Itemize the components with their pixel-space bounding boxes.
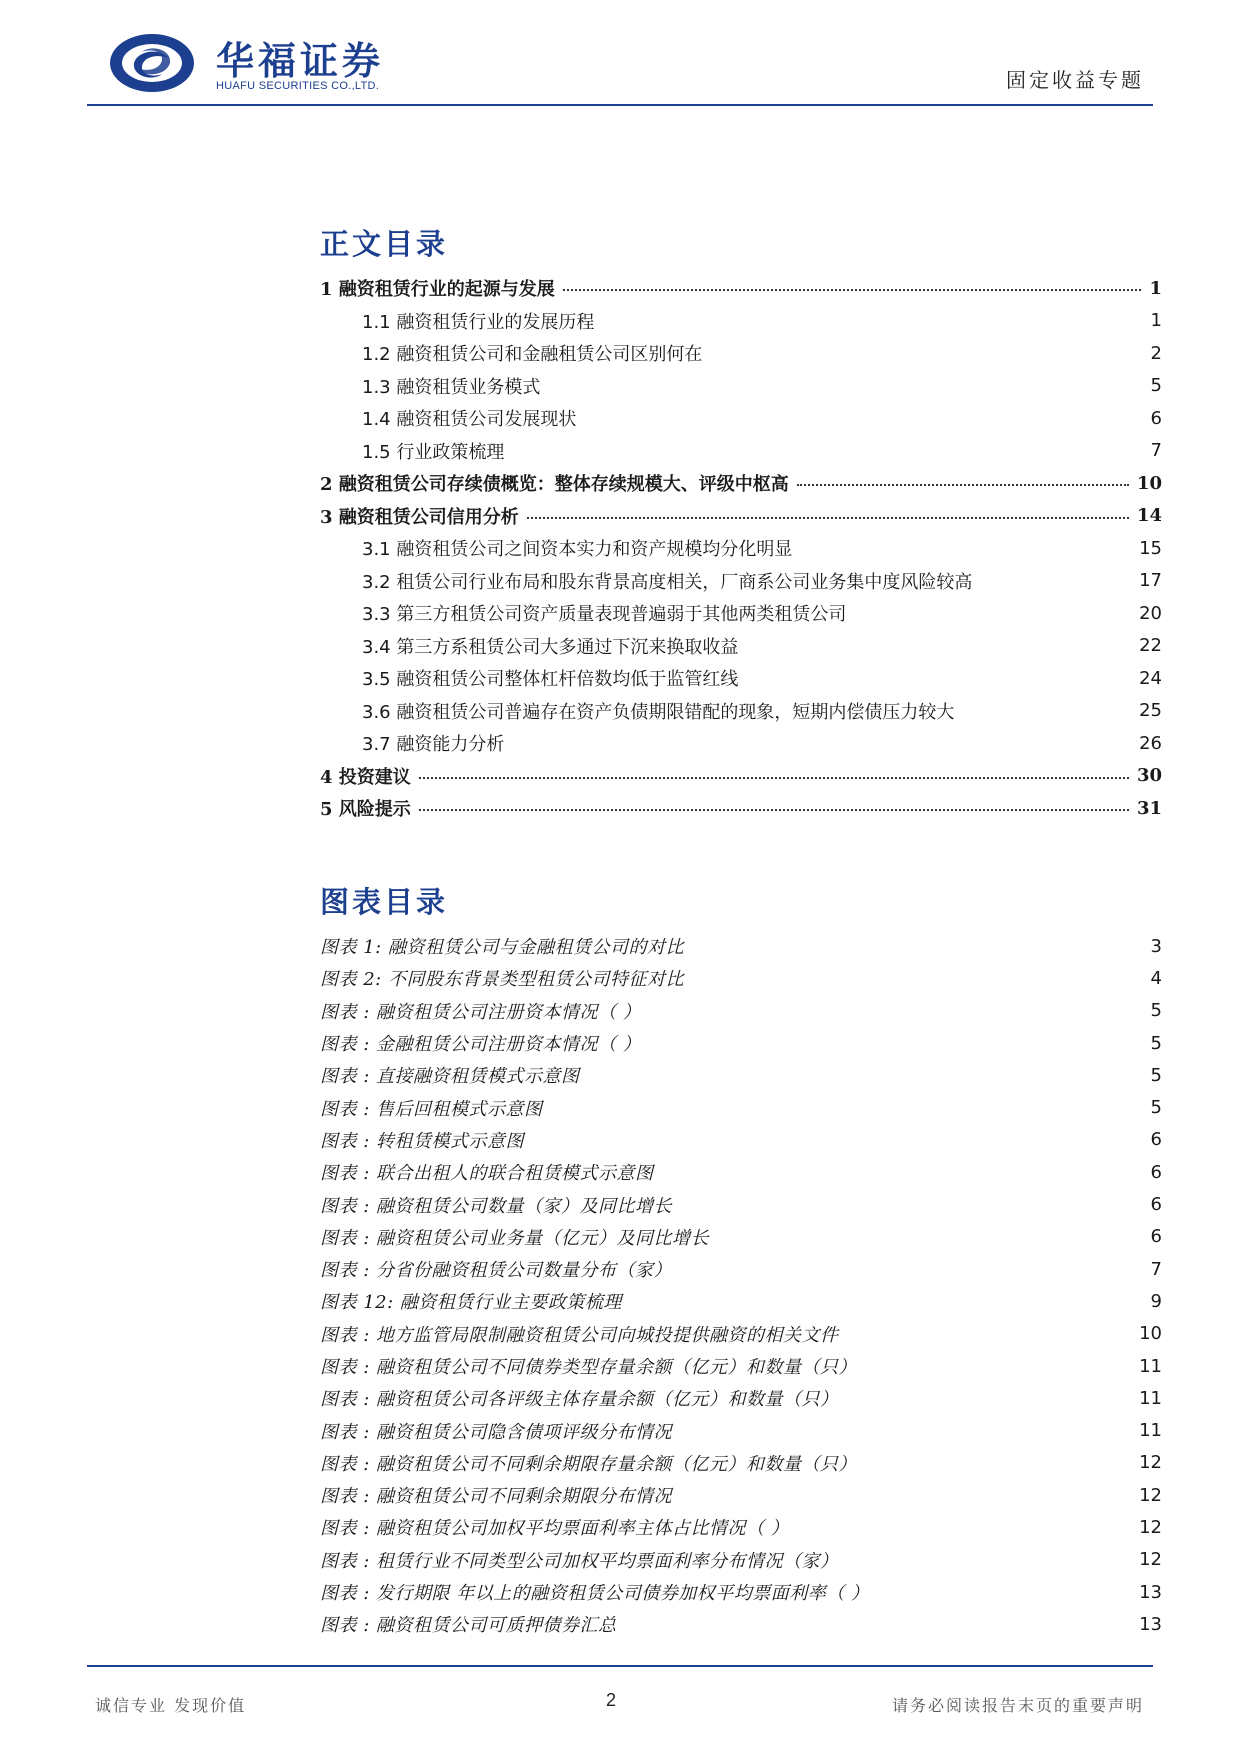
- toc-section-entry[interactable]: [320, 435, 1162, 468]
- huafu-logo-icon: [108, 32, 196, 94]
- footer-divider: [87, 1665, 1153, 1667]
- figure-entry-page: 13: [1139, 1581, 1162, 1603]
- figure-entry-title: 图表 : 融资租赁公司各评级主体存量余额（亿元）和数量（只）: [320, 1389, 839, 1411]
- figure-list-entry[interactable]: [320, 1188, 1162, 1220]
- figure-entry-page: 5: [1150, 1064, 1162, 1086]
- figure-list-entry[interactable]: [320, 1124, 1162, 1156]
- figure-entry-title: 图表 12: 融资租赁行业主要政策梳理: [320, 1292, 622, 1314]
- figure-entry-page: 7: [1150, 1258, 1162, 1280]
- toc-entry-title: 2 融资租赁公司存续债概览：整体存续规模大、评级中枢高: [320, 474, 789, 496]
- toc-entry-title: 1.4 融资租赁公司发展现状: [362, 409, 577, 431]
- toc-title: 正文目录: [320, 227, 449, 261]
- figure-entry-title: 图表 : 联合出租人的联合租赁模式示意图: [320, 1163, 654, 1185]
- toc-entry-title: 1.3 融资租赁业务模式: [362, 376, 541, 398]
- dot-leader: [419, 809, 1129, 811]
- figure-list-title: 图表目录: [320, 885, 449, 919]
- toc-entry-page: 31: [1136, 797, 1162, 819]
- toc-entry-page: 7: [1150, 440, 1162, 462]
- figure-list-entry[interactable]: [320, 962, 1162, 994]
- figure-entry-page: 6: [1150, 1226, 1162, 1248]
- figure-entry-page: 3: [1150, 935, 1162, 957]
- toc-entry-page: 14: [1136, 505, 1162, 527]
- toc-entry-page: 26: [1139, 732, 1162, 754]
- figure-entry-title: 图表 : 融资租赁公司不同剩余期限分布情况: [320, 1486, 673, 1508]
- footer-disclaimer: 请务必阅读报告末页的重要声明: [891, 1696, 1144, 1715]
- figure-entry-title: 图表 : 地方监管局限制融资租赁公司向城投提供融资的相关文件: [320, 1324, 839, 1346]
- toc-chapter-entry[interactable]: [320, 272, 1162, 305]
- figure-list-entry[interactable]: [320, 1350, 1162, 1382]
- figure-entry-page: 11: [1139, 1387, 1162, 1409]
- toc-entry-title: 1 融资租赁行业的起源与发展: [320, 279, 555, 301]
- footer-slogan: 诚信专业 发现价值: [95, 1696, 247, 1715]
- toc-entry-title: 1.2 融资租赁公司和金融租赁公司区别何在: [362, 344, 703, 366]
- toc-entry-page: 24: [1139, 667, 1162, 689]
- toc-entry-title: 3.1 融资租赁公司之间资本实力和资产规模均分化明显: [362, 539, 793, 561]
- toc-section-entry[interactable]: [320, 695, 1162, 728]
- dot-leader: [527, 517, 1129, 519]
- figure-list-entry[interactable]: [320, 1576, 1162, 1608]
- figure-entry-page: 6: [1150, 1194, 1162, 1216]
- figure-list-entry[interactable]: [320, 1059, 1162, 1091]
- figure-entry-page: 11: [1139, 1420, 1162, 1442]
- toc-entry-page: 2: [1150, 342, 1162, 364]
- figure-entry-page: 12: [1139, 1484, 1162, 1506]
- figure-entry-title: 图表 : 转租赁模式示意图: [320, 1130, 525, 1152]
- toc-section-entry[interactable]: [320, 337, 1162, 370]
- figure-entry-title: 图表 : 融资租赁公司业务量（亿元）及同比增长: [320, 1227, 710, 1249]
- figure-list-entry[interactable]: [320, 1318, 1162, 1350]
- figure-list-entry[interactable]: [320, 1156, 1162, 1188]
- toc-entry-page: 20: [1139, 602, 1162, 624]
- figure-entry-title: 图表 : 融资租赁公司数量（家）及同比增长: [320, 1195, 673, 1217]
- document-type: 固定收益专题: [1006, 68, 1144, 92]
- figure-entry-title: 图表 : 融资租赁公司可质押债券汇总: [320, 1615, 617, 1637]
- toc-entry-title: 3.7 融资能力分析: [362, 734, 505, 756]
- header-divider: [87, 104, 1153, 106]
- figure-entry-page: 11: [1139, 1355, 1162, 1377]
- logo-english-name: HUAFU SECURITIES CO.,LTD.: [216, 80, 380, 92]
- toc-section-entry[interactable]: [320, 402, 1162, 435]
- toc-chapter-entry[interactable]: [320, 760, 1162, 793]
- figure-entry-page: 5: [1150, 1000, 1162, 1022]
- figure-list: [320, 930, 1162, 1641]
- figure-list-entry[interactable]: [320, 930, 1162, 962]
- figure-entry-title: 图表 : 租赁行业不同类型公司加权平均票面利率分布情况（家）: [320, 1550, 839, 1572]
- figure-entry-page: 6: [1150, 1161, 1162, 1183]
- page-header: [0, 0, 1240, 110]
- toc-section-entry[interactable]: [320, 597, 1162, 630]
- figure-entry-title: 图表 1: 融资租赁公司与金融租赁公司的对比: [320, 937, 684, 959]
- figure-entry-page: 13: [1139, 1613, 1162, 1635]
- figure-entry-page: 12: [1139, 1516, 1162, 1538]
- figure-entry-title: 图表 : 发行期限 年以上的融资租赁公司债券加权平均票面利率（ ）: [320, 1583, 870, 1605]
- toc-chapter-entry[interactable]: [320, 467, 1162, 500]
- toc-entry-title: 3.6 融资租赁公司普遍存在资产负债期限错配的现象，短期内偿债压力较大: [362, 701, 955, 723]
- figure-entry-title: 图表 : 分省份融资租赁公司数量分布（家）: [320, 1260, 673, 1282]
- logo-chinese-name: 华福证券: [216, 38, 385, 83]
- toc-entry-title: 4 投资建议: [320, 766, 411, 788]
- figure-entry-title: 图表 2: 不同股东背景类型租赁公司特征对比: [320, 969, 684, 991]
- figure-list-entry[interactable]: [320, 1027, 1162, 1059]
- figure-entry-page: 4: [1150, 967, 1162, 989]
- toc-entry-page: 1: [1150, 310, 1162, 332]
- figure-entry-page: 6: [1150, 1129, 1162, 1151]
- toc-section-entry[interactable]: [320, 305, 1162, 338]
- figure-list-entry[interactable]: [320, 1511, 1162, 1543]
- page-number: 2: [606, 1690, 617, 1710]
- figure-list-entry[interactable]: [320, 995, 1162, 1027]
- figure-entry-page: 5: [1150, 1032, 1162, 1054]
- figure-entry-title: 图表 : 融资租赁公司注册资本情况（ ）: [320, 1001, 642, 1023]
- table-of-contents: [320, 272, 1162, 825]
- toc-entry-title: 3.4 第三方系租赁公司大多通过下沉来换取收益: [362, 636, 739, 658]
- toc-entry-page: 1: [1149, 277, 1162, 299]
- toc-entry-page: 10: [1136, 472, 1162, 494]
- figure-entry-title: 图表 : 融资租赁公司不同剩余期限存量余额（亿元）和数量（只）: [320, 1453, 858, 1475]
- figure-list-entry[interactable]: [320, 1544, 1162, 1576]
- toc-entry-page: 5: [1150, 375, 1162, 397]
- figure-entry-page: 5: [1150, 1097, 1162, 1119]
- toc-entry-page: 15: [1139, 537, 1162, 559]
- toc-entry-page: 6: [1150, 407, 1162, 429]
- toc-entry-page: 25: [1139, 700, 1162, 722]
- figure-list-entry[interactable]: [320, 1479, 1162, 1511]
- toc-section-entry[interactable]: [320, 662, 1162, 695]
- toc-chapter-entry[interactable]: [320, 500, 1162, 533]
- toc-entry-title: 1.5 行业政策梳理: [362, 441, 505, 463]
- toc-entry-page: 30: [1136, 765, 1162, 787]
- figure-entry-page: 12: [1139, 1549, 1162, 1571]
- toc-section-entry[interactable]: [320, 565, 1162, 598]
- toc-chapter-entry[interactable]: [320, 792, 1162, 825]
- toc-section-entry[interactable]: [320, 370, 1162, 403]
- figure-entry-title: 图表 : 融资租赁公司不同债券类型存量余额（亿元）和数量（只）: [320, 1357, 858, 1378]
- figure-entry-title: 图表 : 直接融资租赁模式示意图: [320, 1066, 580, 1088]
- toc-entry-title: 3.5 融资租赁公司整体杠杆倍数均低于监管红线: [362, 669, 739, 691]
- figure-list-entry[interactable]: [320, 1091, 1162, 1123]
- figure-list-entry[interactable]: [320, 1447, 1162, 1479]
- figure-list-entry[interactable]: [320, 1414, 1162, 1446]
- figure-entry-title: 图表 : 融资租赁公司加权平均票面利率主体占比情况（ ）: [320, 1518, 790, 1540]
- toc-entry-page: 17: [1139, 570, 1162, 592]
- toc-entry-title: 3 融资租赁公司信用分析: [320, 506, 519, 528]
- figure-list-entry[interactable]: [320, 1221, 1162, 1253]
- dot-leader: [419, 777, 1129, 779]
- toc-section-entry[interactable]: [320, 532, 1162, 565]
- dot-leader: [797, 484, 1129, 486]
- figure-list-entry[interactable]: [320, 1608, 1162, 1640]
- toc-section-entry[interactable]: [320, 630, 1162, 663]
- figure-entry-title: 图表 : 售后回租模式示意图: [320, 1098, 543, 1120]
- figure-list-entry[interactable]: [320, 1253, 1162, 1285]
- figure-entry-title: 图表 : 金融租赁公司注册资本情况（ ）: [320, 1034, 642, 1056]
- toc-entry-title: 3.2 租赁公司行业布局和股东背景高度相关，厂商系公司业务集中度风险较高: [362, 571, 973, 593]
- dot-leader: [563, 289, 1142, 291]
- toc-entry-page: 22: [1139, 635, 1162, 657]
- toc-section-entry[interactable]: [320, 727, 1162, 760]
- figure-entry-page: 10: [1139, 1323, 1162, 1345]
- toc-entry-title: 5 风险提示: [320, 799, 411, 821]
- figure-list-entry[interactable]: [320, 1382, 1162, 1414]
- figure-entry-title: 图表 : 融资租赁公司隐含债项评级分布情况: [320, 1421, 673, 1443]
- toc-entry-title: 1.1 融资租赁行业的发展历程: [362, 311, 595, 333]
- toc-entry-title: 3.3 第三方租赁公司资产质量表现普遍弱于其他两类租赁公司: [362, 604, 847, 626]
- figure-entry-page: 12: [1139, 1452, 1162, 1474]
- figure-entry-page: 9: [1150, 1290, 1162, 1312]
- figure-list-entry[interactable]: [320, 1285, 1162, 1317]
